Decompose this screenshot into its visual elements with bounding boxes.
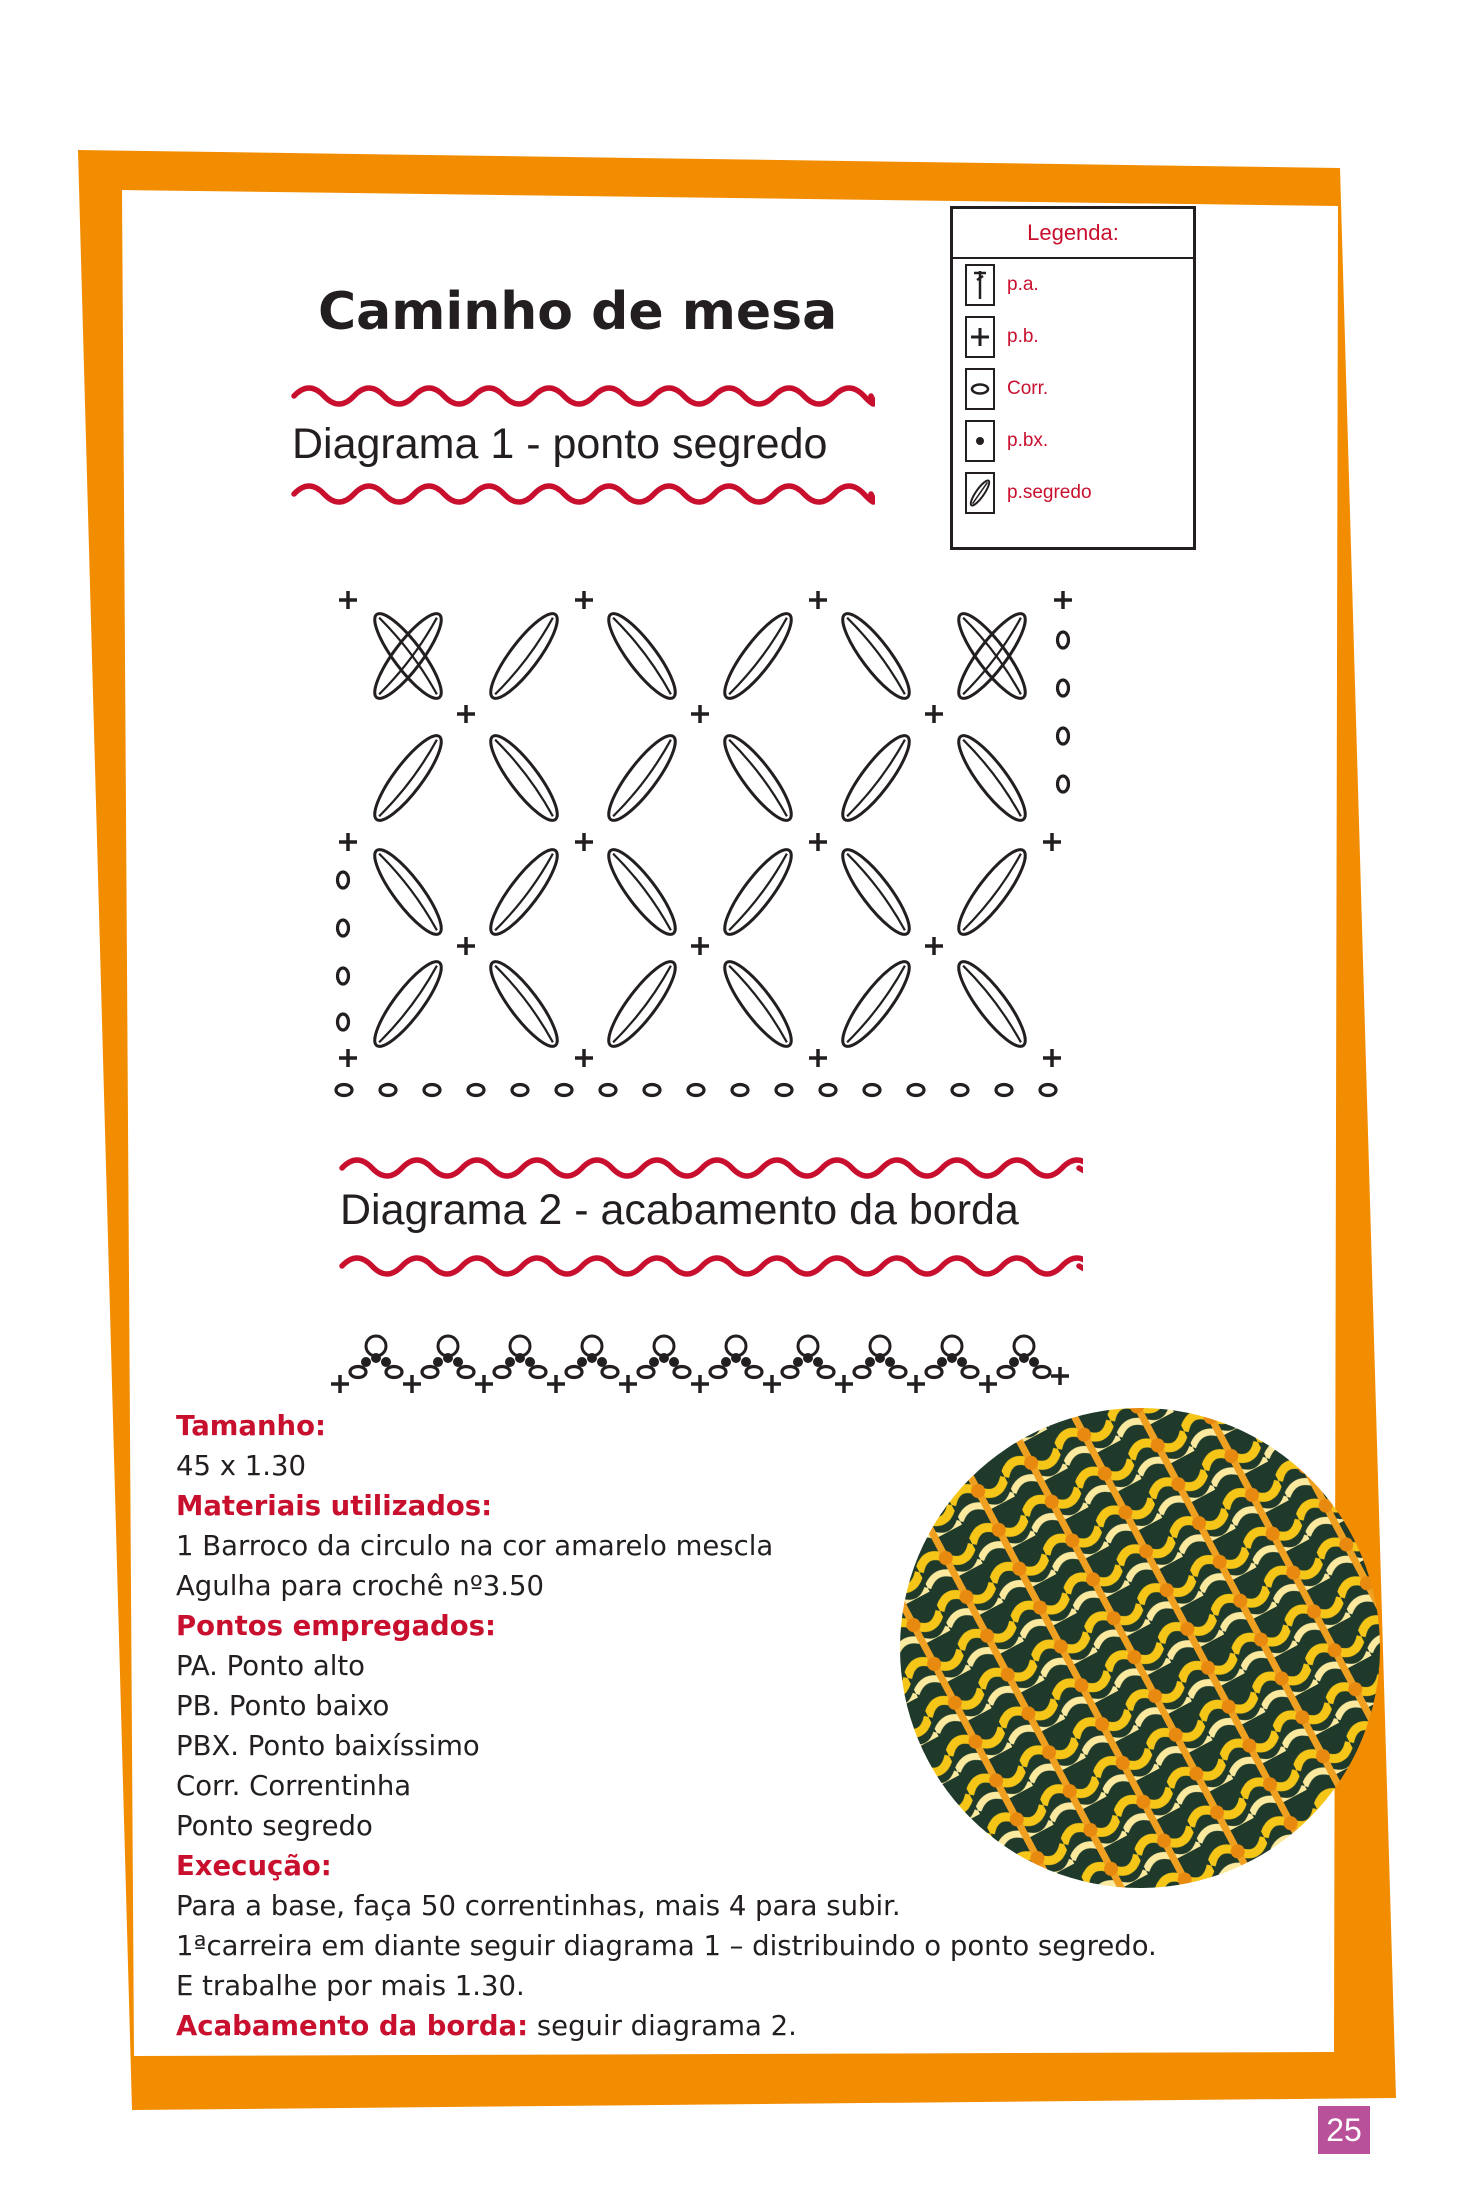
p-b-symbol [619, 1375, 637, 1393]
p-b-symbol [691, 937, 709, 955]
chain-symbol [996, 1085, 1012, 1096]
ponto-segredo-symbol [482, 842, 567, 942]
slip-stitch-icon [965, 420, 995, 462]
chain-symbol [638, 1367, 654, 1378]
picot-symbol [721, 1336, 751, 1367]
p-a-icon [965, 264, 995, 306]
chain-symbol [864, 1085, 880, 1096]
legend-label: Corr. [1007, 378, 1049, 399]
legend-item [953, 363, 1193, 415]
materials-item: Agulha para crochê nº3.50 [176, 1570, 545, 1602]
stitch-item: Corr. Correntinha [176, 1770, 412, 1802]
legend-item [953, 467, 1193, 519]
chain-symbol [424, 1085, 440, 1096]
chain-symbol [776, 1085, 792, 1096]
p-b-symbol [1051, 1367, 1069, 1385]
p-b-symbol [809, 1049, 827, 1067]
legend-item [953, 415, 1193, 467]
stitch-item: PB. Ponto baixo [176, 1690, 390, 1722]
chain-symbol [602, 1367, 618, 1378]
chain-symbol [926, 1367, 942, 1378]
p-b-symbol [763, 1375, 781, 1393]
execution-heading: Execução: [176, 1850, 332, 1882]
legend-heading: Legenda: [953, 209, 1193, 259]
ponto-segredo-symbol [834, 954, 919, 1054]
chain-symbol [512, 1085, 528, 1096]
stitches-heading: Pontos empregados: [176, 1610, 496, 1642]
p-b-symbol [1054, 591, 1072, 609]
p-b-symbol [979, 1375, 997, 1393]
p-b-symbol [547, 1375, 565, 1393]
chain-symbol [818, 1367, 834, 1378]
p-b-symbol [1043, 833, 1061, 851]
chain-symbol [468, 1085, 484, 1096]
chain-symbol [336, 1085, 352, 1096]
stitch-item: PA. Ponto alto [176, 1650, 365, 1682]
ponto-segredo-symbol [482, 954, 567, 1054]
p-b-symbol [331, 1375, 349, 1393]
p-b-symbol [835, 1375, 853, 1393]
ponto-segredo-symbol [366, 954, 451, 1054]
chain-symbol [782, 1367, 798, 1378]
chain-symbol [732, 1085, 748, 1096]
p-b-symbol [1043, 1049, 1061, 1067]
chain-symbol [1058, 632, 1069, 648]
picot-symbol [1009, 1336, 1039, 1367]
chain-symbol [380, 1085, 396, 1096]
picot-symbol [649, 1336, 679, 1367]
p-b-symbol [575, 591, 593, 609]
ponto-segredo-symbol [716, 606, 801, 706]
size-heading: Tamanho: [176, 1410, 327, 1442]
legend-label: p.a. [1007, 274, 1039, 295]
ponto-segredo-symbol [834, 728, 919, 828]
wave-divider-bottom-2 [338, 1248, 1083, 1284]
chain-symbol [338, 872, 349, 888]
stitch-item: Ponto segredo [176, 1810, 373, 1842]
chain-symbol [674, 1367, 690, 1378]
p-b-symbol [339, 833, 357, 851]
p-b-symbol [339, 591, 357, 609]
chain-symbol [566, 1367, 582, 1378]
picot-symbol [577, 1336, 607, 1367]
chain-symbol [338, 968, 349, 984]
p-b-symbol [691, 705, 709, 723]
ponto-segredo-symbol [600, 606, 685, 706]
ponto-segredo-icon [965, 472, 995, 514]
finish-text: seguir diagrama 2. [528, 2010, 797, 2042]
ponto-segredo-symbol [950, 606, 1035, 706]
execution-step: Para a base, faça 50 correntinhas, mais 4 para subir. [176, 1890, 901, 1922]
chain-symbol [494, 1367, 510, 1378]
chain-symbol [338, 920, 349, 936]
ponto-segredo-symbol [834, 842, 919, 942]
picot-symbol [937, 1336, 967, 1367]
picot-symbol [505, 1336, 535, 1367]
picot-symbol [433, 1336, 463, 1367]
chain-symbol [962, 1367, 978, 1378]
execution-step: E trabalhe por mais 1.30. [176, 1970, 525, 2002]
ponto-segredo-symbol [950, 842, 1035, 942]
chain-symbol [688, 1085, 704, 1096]
ponto-segredo-symbol [366, 606, 451, 706]
p-b-icon [965, 316, 995, 358]
ponto-segredo-symbol [366, 842, 451, 942]
ponto-segredo-symbol [950, 954, 1035, 1054]
wave-divider-bottom-1 [290, 476, 875, 512]
picot-symbol [793, 1336, 823, 1367]
chain-symbol [644, 1085, 660, 1096]
chain-symbol [1040, 1085, 1056, 1096]
diagram1-stitch-chart [320, 575, 1080, 1105]
chain-symbol [530, 1367, 546, 1378]
ponto-segredo-symbol [482, 606, 567, 706]
p-b-symbol [575, 1049, 593, 1067]
size-value: 45 x 1.30 [176, 1450, 306, 1482]
chain-icon [965, 368, 995, 410]
legend-label: p.bx. [1007, 430, 1049, 451]
ponto-segredo-symbol [366, 728, 451, 828]
page-title: Caminho de mesa [318, 282, 838, 342]
chain-symbol [458, 1367, 474, 1378]
p-b-symbol [403, 1375, 421, 1393]
ponto-segredo-symbol [716, 842, 801, 942]
ponto-segredo-symbol [716, 728, 801, 828]
p-b-symbol [457, 937, 475, 955]
chain-symbol [1034, 1367, 1050, 1378]
p-b-symbol [925, 705, 943, 723]
picot-symbol [361, 1336, 391, 1367]
ponto-segredo-symbol [600, 954, 685, 1054]
chain-symbol [338, 1014, 349, 1030]
chain-symbol [820, 1085, 836, 1096]
ponto-segredo-symbol [366, 606, 451, 706]
p-b-symbol [809, 591, 827, 609]
ponto-segredo-symbol [600, 728, 685, 828]
chain-symbol [350, 1367, 366, 1378]
ponto-segredo-symbol [950, 606, 1035, 706]
legend-label: p.b. [1007, 326, 1039, 347]
chain-symbol [386, 1367, 402, 1378]
chain-symbol [1058, 680, 1069, 696]
wave-divider-top-1 [290, 378, 875, 414]
legend-box [950, 206, 1196, 550]
p-b-symbol [907, 1375, 925, 1393]
chain-symbol [422, 1367, 438, 1378]
legend-item [953, 259, 1193, 311]
chain-symbol [746, 1367, 762, 1378]
chain-symbol [1058, 728, 1069, 744]
diagram2-title: Diagrama 2 - acabamento da borda [340, 1186, 1019, 1234]
chain-symbol [600, 1085, 616, 1096]
legend-label: p.segredo [1007, 482, 1092, 503]
ponto-segredo-symbol [600, 842, 685, 942]
p-b-symbol [809, 833, 827, 851]
diagram2-edge-chart [320, 1320, 1100, 1400]
materials-item: 1 Barroco da circulo na cor amarelo mescla [176, 1530, 774, 1562]
finish-line [176, 2006, 1176, 2046]
chain-symbol [952, 1085, 968, 1096]
instructions-block [176, 1406, 1176, 2046]
chain-symbol [854, 1367, 870, 1378]
wave-divider-top-2 [338, 1150, 1083, 1186]
p-b-symbol [457, 705, 475, 723]
p-b-symbol [925, 937, 943, 955]
p-b-symbol [475, 1375, 493, 1393]
chain-symbol [710, 1367, 726, 1378]
picot-symbol [865, 1336, 895, 1367]
stitch-item: PBX. Ponto baixíssimo [176, 1730, 480, 1762]
chain-symbol [998, 1367, 1014, 1378]
p-b-symbol [339, 1049, 357, 1067]
ponto-segredo-symbol [716, 954, 801, 1054]
chain-symbol [1058, 776, 1069, 792]
ponto-segredo-symbol [834, 606, 919, 706]
p-b-symbol [575, 833, 593, 851]
chain-symbol [556, 1085, 572, 1096]
ponto-segredo-symbol [482, 728, 567, 828]
legend-item [953, 311, 1193, 363]
diagram1-title: Diagrama 1 - ponto segredo [292, 420, 828, 468]
finish-heading: Acabamento da borda: [176, 2010, 529, 2042]
page-number: 25 [1318, 2106, 1370, 2154]
execution-step: 1ªcarreira em diante seguir diagrama 1 – distribuindo o ponto segredo. [176, 1930, 1157, 1962]
p-b-symbol [691, 1375, 709, 1393]
ponto-segredo-symbol [950, 728, 1035, 828]
materials-heading: Materiais utilizados: [176, 1490, 493, 1522]
chain-symbol [908, 1085, 924, 1096]
chain-symbol [890, 1367, 906, 1378]
